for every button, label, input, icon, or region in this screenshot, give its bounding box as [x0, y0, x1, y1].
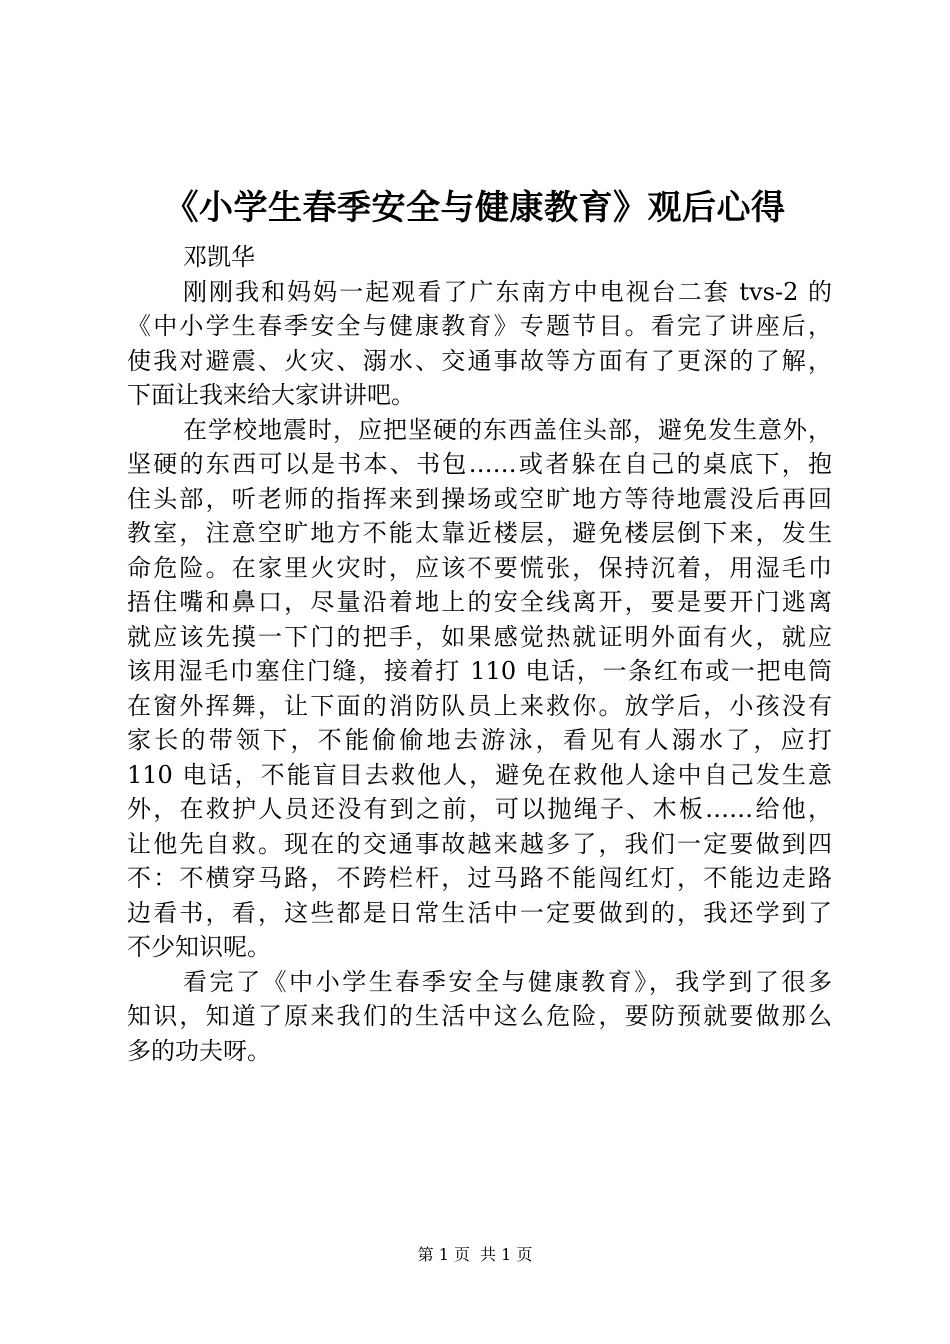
text-line: 教室，注意空旷地方不能太靠近楼层，避免楼层倒下来，发生: [127, 519, 832, 547]
text-line: 不少知识呢。: [127, 933, 271, 961]
text-line: 就应该先摸一下门的把手，如果感觉热就证明外面有火，就应: [127, 622, 832, 651]
text-line: 《中小学生春季安全与健康教育》专题节目。看完了讲座后，: [127, 312, 832, 340]
text-line: 刚刚我和妈妈一起观看了广东南方中电视台二套 tvs-2 的: [183, 277, 832, 306]
author-name: 邓凯华: [183, 243, 255, 271]
text-line: 家长的带领下，不能偷偷地去游泳，看见有人溺水了，应打: [127, 726, 832, 754]
text-line: 看完了《中小学生春季安全与健康教育》，我学到了很多: [183, 967, 832, 996]
text-line: 使我对避震、火灾、溺水、交通事故等方面有了更深的了解，: [127, 346, 832, 375]
paragraph-intro: [127, 275, 832, 413]
page-number-total: 共 1 页: [480, 1245, 533, 1264]
paragraph-safety-tips: [127, 413, 832, 965]
page-number-current: 第 1 页: [417, 1245, 470, 1264]
page-footer: [0, 1243, 950, 1267]
text-line: 边看书，看，这些都是日常生活中一定要做到的，我还学到了: [127, 898, 832, 927]
text-line: 不：不横穿马路，不跨栏杆，过马路不能闯红灯，不能边走路: [127, 864, 832, 892]
text-line: 知识，知道了原来我们的生活中这么危险，要防预就要做那么: [127, 1002, 832, 1030]
text-line: 在学校地震时，应把坚硬的东西盖住头部，避免发生意外，: [183, 415, 832, 444]
text-line: 住头部，听老师的指挥来到操场或空旷地方等待地震没后再回: [127, 484, 832, 513]
document-body: [127, 240, 832, 1068]
text-line: 捂住嘴和鼻口，尽量沿着地上的安全线离开，要是要开门逃离: [127, 588, 832, 616]
text-line: 下面让我来给大家讲讲吧。: [127, 381, 415, 409]
text-line: 外，在救护人员还没有到之前，可以抛绳子、木板……给他，: [127, 795, 832, 823]
text-line: 命危险。在家里火灾时，应该不要慌张，保持沉着，用湿毛巾: [127, 553, 832, 582]
document-title: 《小学生春季安全与健康教育》观后心得: [164, 188, 786, 228]
text-line: 坚硬的东西可以是书本、书包……或者躲在自己的桌底下，抱: [127, 450, 832, 478]
text-line: 多的功夫呀。: [127, 1036, 271, 1065]
paragraph-conclusion: [127, 965, 832, 1069]
text-line: 在窗外挥舞，让下面的消防队员上来救你。放学后，小孩没有: [127, 691, 832, 720]
text-line: 该用湿毛巾塞住门缝，接着打 110 电话，一条红布或一把电筒: [127, 657, 832, 685]
text-line: 让他先自救。现在的交通事故越来越多了，我们一定要做到四: [127, 829, 832, 858]
text-line: 110 电话，不能盲目去救他人，避免在救他人途中自己发生意: [127, 760, 832, 789]
